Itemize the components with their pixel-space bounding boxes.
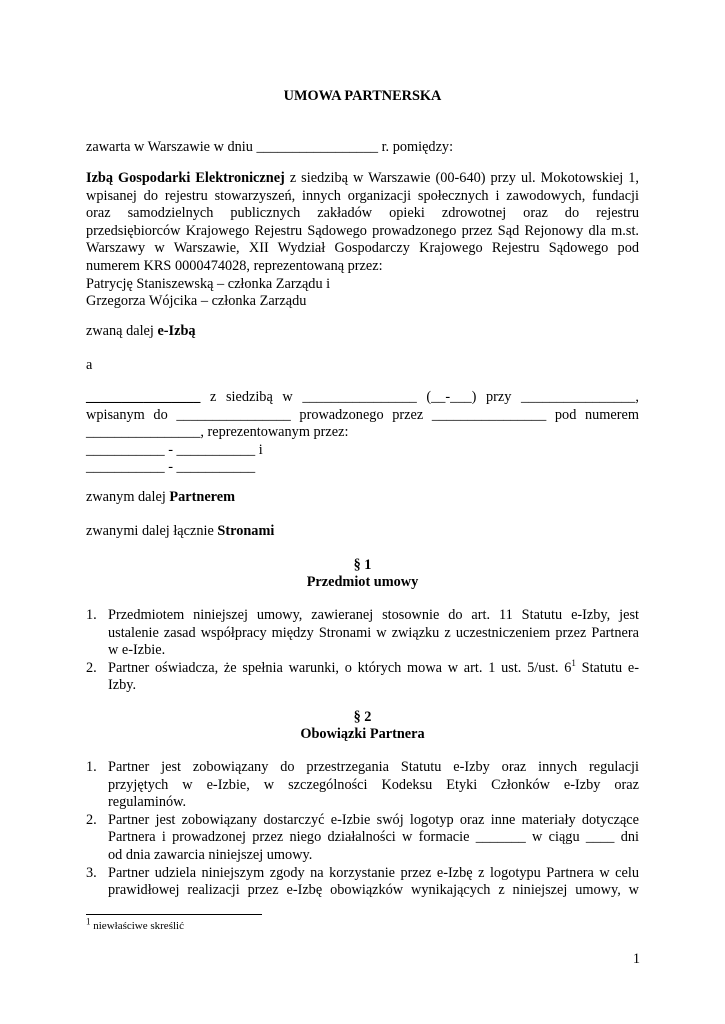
party1-line-2: oraz samodzielnych publicznych zakładów opieki zdrowotnej oraz do rejestru (86, 205, 639, 222)
section2-heading: Obowiązki Partnera (300, 726, 425, 742)
party1-block (86, 170, 639, 311)
footnote-text: niewłaściwe skreślić (90, 920, 184, 932)
party1-called: zwaną dalej e-Izbą (86, 323, 196, 339)
page-number: 1 (632, 951, 640, 967)
footnote (86, 916, 184, 933)
party1-line-4: Warszawy w Warszawie, XII Wydział Gospodarczy Krajowego Rejestru Sądowego pod (86, 240, 639, 257)
party2-line-2: wpisanym do ________________ prowadzonego przez ________________ pod numerem (86, 406, 639, 423)
party1-line-7: Grzegorza Wójcika – członka Zarządu (86, 293, 307, 310)
party2-line-4: ___________ - ___________ i (86, 441, 263, 458)
section2-item-1: 1. Partner jest zobowiązany do przestrzegania Statutu e-Izby oraz innych regulacji przyjętych w e-Izbie, w szczególności Kodeksu Etyki Członków e-Izby oraz regulaminów. (86, 759, 639, 811)
section1-item-2: 2. Partner oświadcza, że spełnia warunki, o których mowa w art. 1 ust. 5/ust. $6^1$ Statutu e- Izby. (86, 658, 639, 694)
footnote-separator (86, 914, 262, 915)
party2-block (86, 389, 639, 477)
section2-number: § 2 (353, 709, 372, 725)
party1-name: Izbą Gospodarki Elektronicznej (86, 170, 285, 186)
party1-line-0: Izbą Gospodarki Elektronicznej z siedzibą w Warszawie (00-640) przy ul. Mokotowskiej 1, (86, 170, 639, 186)
party2-line-5: ___________ - ___________ (86, 459, 256, 476)
section1-item-1: 1. Przedmiotem niniejszej umowy, zawieranej stosownie do art. 11 Statutu e-Izby, jest ustalenie zasad współpracy między Stronami w związku z uczestniczeniem przez Partnera w e-Izbie. (86, 607, 639, 659)
section1-number: § 1 (353, 557, 372, 573)
section1-heading: Przedmiot umowy (306, 574, 419, 590)
footnote-ref: 1 (571, 658, 576, 669)
section2-item-2: 2. Partner jest zobowiązany dostarczyć e-Izbie swój logotyp oraz inne materiały dotyczące Partnera i prowadzonej przez niego działalności w formacie _______ w ciągu ____ dni od dnia zawarcia niniejszej umowy. (86, 811, 639, 863)
footnote-number: 1 (86, 916, 91, 927)
together-called: zwanymi dalej łącznie Stronami (86, 523, 275, 539)
party1-line-5: numerem KRS 0000474028, reprezentowaną przez: (86, 257, 383, 274)
and-word: a (86, 357, 93, 373)
party1-line-1: wpisanej do rejestru stowarzyszeń, innych organizacji społecznych i zawodowych, fundacji (86, 187, 639, 204)
party2-line-3: ________________, reprezentowanym przez: (86, 424, 349, 441)
section2-item-3: 3. Partner udziela niniejszym zgody na korzystanie przez e-Izbę z logotypu Partnera w celu prawidłowej realizacji przez e-Izbę obowiązków wynikających z niniejszej umowy, w (86, 864, 639, 899)
party1-line-6: Patrycję Staniszewską – członka Zarządu i (86, 275, 331, 292)
intro-line: zawarta w Warszawie w dniu _________________ r. pomiędzy: (86, 139, 454, 155)
party1-line-3: przedsiębiorców Krajowego Rejestru Sądowego prowadzonego przez Sąd Rejonowy dla m.st. (86, 222, 639, 239)
party2-called: zwanym dalej Partnerem (86, 489, 236, 505)
document-title: UMOWA PARTNERSKA (283, 88, 442, 104)
section2-list (86, 759, 639, 900)
party2-line-1: ________________ z siedzibą w ________________ (__-___) przy ________________, (86, 389, 639, 405)
section1-list (86, 607, 639, 695)
